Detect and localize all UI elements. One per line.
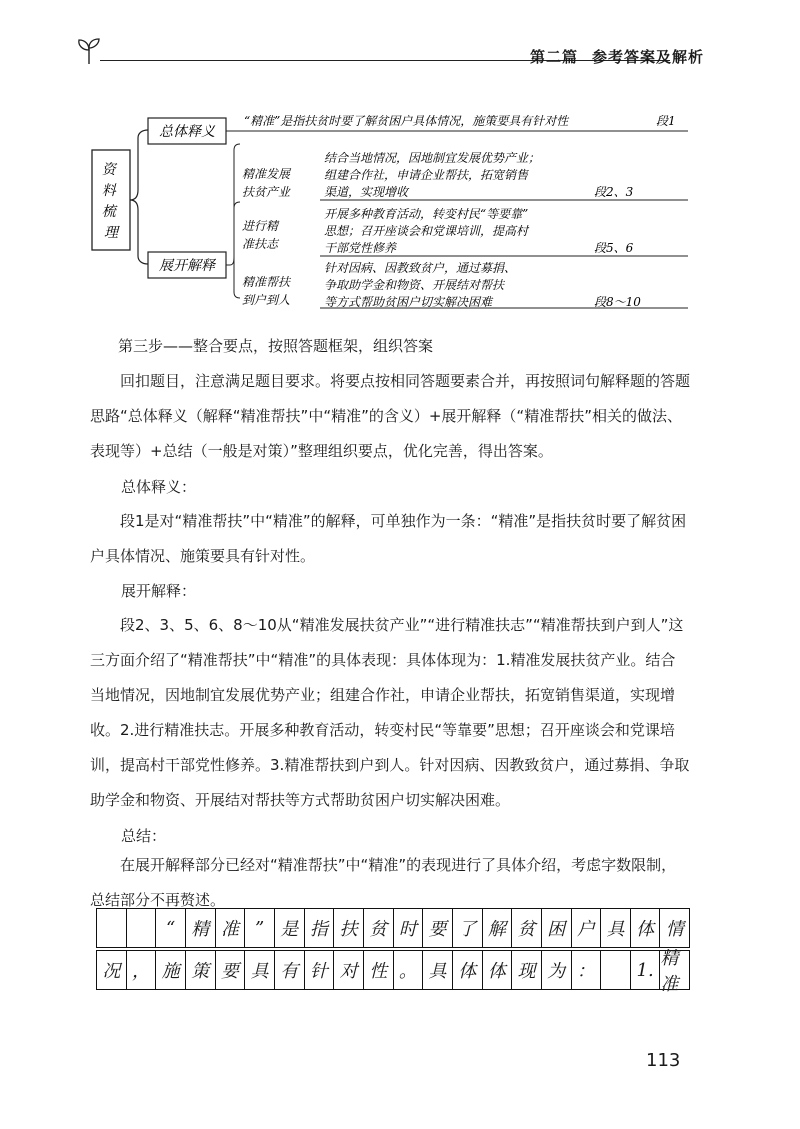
answer-grid-row-1 xyxy=(96,908,690,948)
grid-cell: 有 xyxy=(275,951,305,989)
item3-line-3: 等方式帮助贫困户切实解决困难 xyxy=(324,295,493,309)
grid-cell: 了 xyxy=(453,909,483,947)
branch1-ref: 段1 xyxy=(656,114,676,128)
grid-cell: 要 xyxy=(423,909,453,947)
section-header xyxy=(530,46,704,67)
grid-cell: 对 xyxy=(334,951,364,989)
grid-cell: 性 xyxy=(364,951,394,989)
item1-line-1: 结合当地情况，因地制宜发展优势产业； xyxy=(324,151,541,165)
grid-cell xyxy=(127,909,157,947)
paragraph-method: 回扣题目，注意满足题目要求。将要点按相同答题要素合并，再按照词句解释题的答题思路“总体释义（解释“精准帮扶”中“精准”的含义）+展开解释（“精准帮扶”相关的做法、表现等）+总结（一般是对策）”整理组织要点，优化完善，得出答案。 xyxy=(90,372,691,460)
grid-cell: 扶 xyxy=(334,909,364,947)
item3-label-2: 到户到人 xyxy=(242,293,291,307)
grid-cell: 时 xyxy=(394,909,424,947)
root-char-1: 资 xyxy=(101,162,116,178)
grid-cell: ： xyxy=(572,951,602,989)
grid-cell: 。 xyxy=(394,951,424,989)
grid-cell: 户 xyxy=(572,909,602,947)
step3-heading: 第三步——整合要点，按照答题框架，组织答案 xyxy=(118,337,434,355)
grid-cell: 况 xyxy=(97,951,127,989)
item1-line-2: 组建合作社，申请企业帮扶，拓宽销售 xyxy=(324,168,529,182)
grid-cell: “ xyxy=(156,909,186,947)
item1-label-1: 精准发展 xyxy=(242,167,291,181)
item3-label-1: 精准帮扶 xyxy=(242,275,291,289)
grid-cell: 策 xyxy=(186,951,216,989)
grid-cell xyxy=(601,951,631,989)
root-char-4: 理 xyxy=(104,225,118,241)
grid-cell: 体 xyxy=(483,951,513,989)
answer-grid-row-2 xyxy=(96,948,690,995)
item3-line-1: 针对因病、因教致贫户，通过募捐、 xyxy=(324,261,517,275)
item3-ref: 段8～10 xyxy=(594,295,641,309)
grid-cell: 困 xyxy=(542,909,572,947)
paragraph-summary: 在展开解释部分已经对“精准帮扶”中“精准”的表现进行了具体介绍，考虑字数限制，总结部分不再赘述。 xyxy=(90,856,677,909)
grid-cell: 体 xyxy=(453,951,483,989)
label-summary: 总结： xyxy=(121,827,167,845)
label-expand: 展开解释： xyxy=(121,582,197,600)
root-char-2: 料 xyxy=(101,183,116,199)
grid-cell: 具 xyxy=(245,951,275,989)
item2-label-1: 进行精 xyxy=(242,219,279,233)
grid-cell: 贫 xyxy=(364,909,394,947)
grid-cell: 是 xyxy=(275,909,305,947)
root-label xyxy=(102,162,120,241)
grid-cell: 精 xyxy=(186,909,216,947)
paragraph-overall: 段1是对“精准帮扶”中“精准”的解释，可单独作为一条：“精准”是指扶贫时要了解贫困户具体情况、施策要具有针对性。 xyxy=(90,512,687,565)
label-overall: 总体释义： xyxy=(121,478,197,496)
grid-cell: 准 xyxy=(216,909,246,947)
grid-cell: 针 xyxy=(305,951,335,989)
item3-line-2: 争取助学金和物资、开展结对帮扶 xyxy=(324,278,505,292)
mind-map xyxy=(88,100,700,316)
root-char-3: 梳 xyxy=(101,204,116,220)
item2-line-1: 开展多种教育活动，转变村民“等要靠” xyxy=(324,207,529,221)
item1-line-3: 渠道，实现增收 xyxy=(324,185,409,199)
item2-line-2: 思想；召开座谈会和党课培训，提高村 xyxy=(324,224,529,238)
grid-cell: 1. xyxy=(631,951,661,989)
grid-cell: 贫 xyxy=(512,909,542,947)
grid-cell: 情 xyxy=(665,919,684,940)
item2-label-2: 准扶志 xyxy=(242,237,279,251)
grid-cell: 要 xyxy=(216,951,246,989)
grid-cell: 为 xyxy=(542,951,572,989)
sprout-icon xyxy=(76,36,102,66)
grid-cell: 精准 xyxy=(660,948,679,995)
grid-cell xyxy=(97,909,127,947)
grid-cell: ， xyxy=(127,951,157,989)
grid-cell: 体 xyxy=(631,909,661,947)
branch2-label: 展开解释 xyxy=(159,258,215,274)
grid-cell: 现 xyxy=(512,951,542,989)
section-title: 参考答案及解析 xyxy=(592,48,705,66)
item2-line-3: 干部党性修养 xyxy=(324,241,397,255)
paragraph-expand: 段2、3、5、6、8～10从“精准发展扶贫产业”“进行精准扶志”“精准帮扶到户到人”这三方面介绍了“精准帮扶”中“精准”的具体表现：具体体现为：1.精准发展扶贫产业。结合当地情况，因地制宜发展优势产业；组建合作社，申请企业帮扶，拓宽销售渠道，实现增收。2.进行精准扶志。开展多种教育活动，转变村民“等靠要”思想；召开座谈会和党课培训，提高村干部党性修养。3.精准帮扶到户到人。针对因病、因教致贫户，通过募捐、争取助学金和物资、开展结对帮扶等方式帮助贫困户切实解决困难。 xyxy=(90,616,690,809)
grid-cell: 解 xyxy=(483,909,513,947)
grid-cell: 指 xyxy=(305,909,335,947)
grid-cell: 具 xyxy=(601,909,631,947)
page-number: 113 xyxy=(646,1050,681,1071)
item2-ref: 段5、6 xyxy=(594,241,634,255)
grid-cell: ” xyxy=(245,909,275,947)
grid-cell: 施 xyxy=(156,951,186,989)
grid-cell: 具 xyxy=(423,951,453,989)
item1-ref: 段2、3 xyxy=(594,185,634,199)
item1-label-2: 扶贫产业 xyxy=(242,185,291,199)
branch1-label: 总体释义 xyxy=(159,124,215,140)
section-number: 第二篇 xyxy=(530,48,579,66)
branch1-text: “精准”是指扶贫时要了解贫困户具体情况，施策要具有针对性 xyxy=(244,114,569,128)
